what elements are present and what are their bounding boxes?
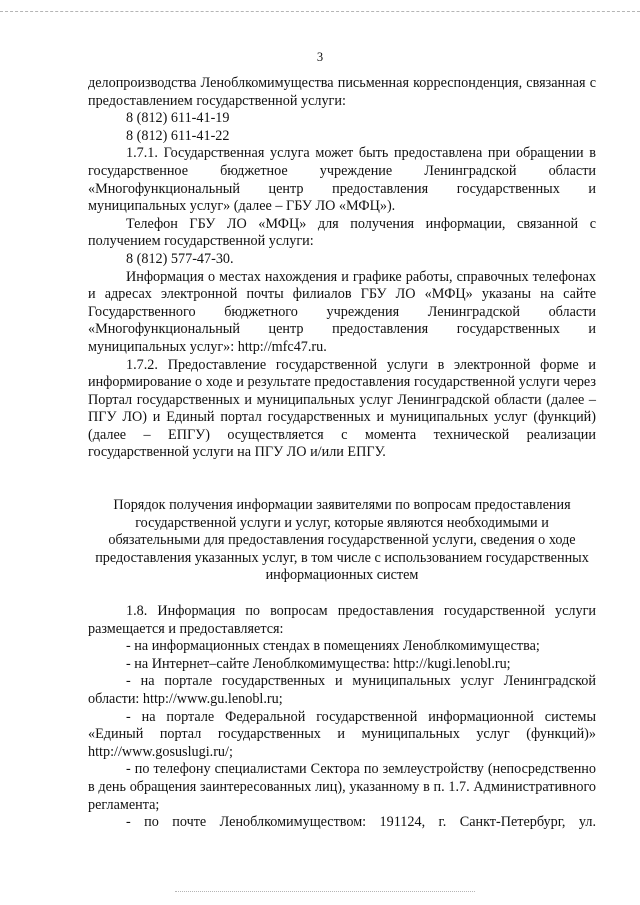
scan-edge-top [0, 11, 640, 12]
list-item: - по телефону специалистами Сектора по землеустройству (непосредственно в день обращения заинтересованных лиц), указанному в п. 1.7. Административного регламента; [88, 761, 596, 813]
list-item: - на информационных стендах в помещениях Леноблкомимущества; [126, 638, 540, 655]
document-body [88, 75, 596, 832]
phone-line: 8 (812) 577-47-30. [126, 250, 234, 267]
paragraph: 1.7.1. Государственная услуга может быть предоставлена при обращении в государственное бюджетное учреждение Ленинградской области «Многофункциональный центр предоставления государственных и муниципальных услуг» (далее – ГБУ ЛО «МФЦ»). [88, 145, 596, 215]
paragraph: Телефон ГБУ ЛО «МФЦ» для получения информации, связанной с получением государственной услуги: [88, 215, 596, 250]
page-number: 3 [316, 50, 324, 64]
list-item: - на Интернет–сайте Леноблкомимущества: http://kugi.lenobl.ru; [126, 655, 511, 672]
list-item: - по почте Леноблкомимуществом: 191124, г. Санкт-Петербург, ул. [126, 814, 596, 831]
section-heading: Порядок получения информации заявителями по вопросам предоставления государственной услуги и услуг, которые являются необходимыми и обязательными для предоставления государственной услуги, сведения о ходе предоставления указанных услуг, в том числе с использованием государственных информационных систем [95, 497, 589, 584]
paragraph: 1.8. Информация по вопросам предоставления государственной услуги размещается и предоставляется: [88, 603, 596, 637]
list-item: - на портале Федеральной государственной информационной системы «Единый портал государственных и муниципальных услуг (функций)» http://www.gosuslugi.ru/; [88, 708, 596, 760]
phone-line: 8 (812) 611-41-19 [126, 110, 230, 127]
phone-line: 8 (812) 611-41-22 [126, 127, 230, 144]
paragraph: делопроизводства Леноблкомимущества письменная корреспонденция, связанная с предоставлением государственной услуги: [88, 75, 596, 109]
paragraph: 1.7.2. Предоставление государственной услуги в электронной форме и информирование о ходе и результате предоставления государственной услуги через Портал государственных и муниципальных услуг Ленинградской области (далее – ПГУ ЛО) и Единый портал государственных и муниципальных услуг (функций) (далее – ЕПГУ) осуществляется с момента технической реализации государственной услуги на ПГУ ЛО и/или ЕПГУ. [88, 356, 596, 461]
scan-edge-bottom [175, 891, 475, 892]
list-item: - на портале государственных и муниципальных услуг Ленинградской области: http://www.gu.lenobl.ru; [88, 673, 596, 707]
paragraph: Информация о местах нахождения и графике работы, справочных телефонах и адресах электронной почты филиалов ГБУ ЛО «МФЦ» указаны на сайте Государственного бюджетного учреждения Ленинградской области «Многофункциональный центр предоставления государственных и муниципальных услуг»: http://mfc47.ru. [88, 268, 596, 355]
